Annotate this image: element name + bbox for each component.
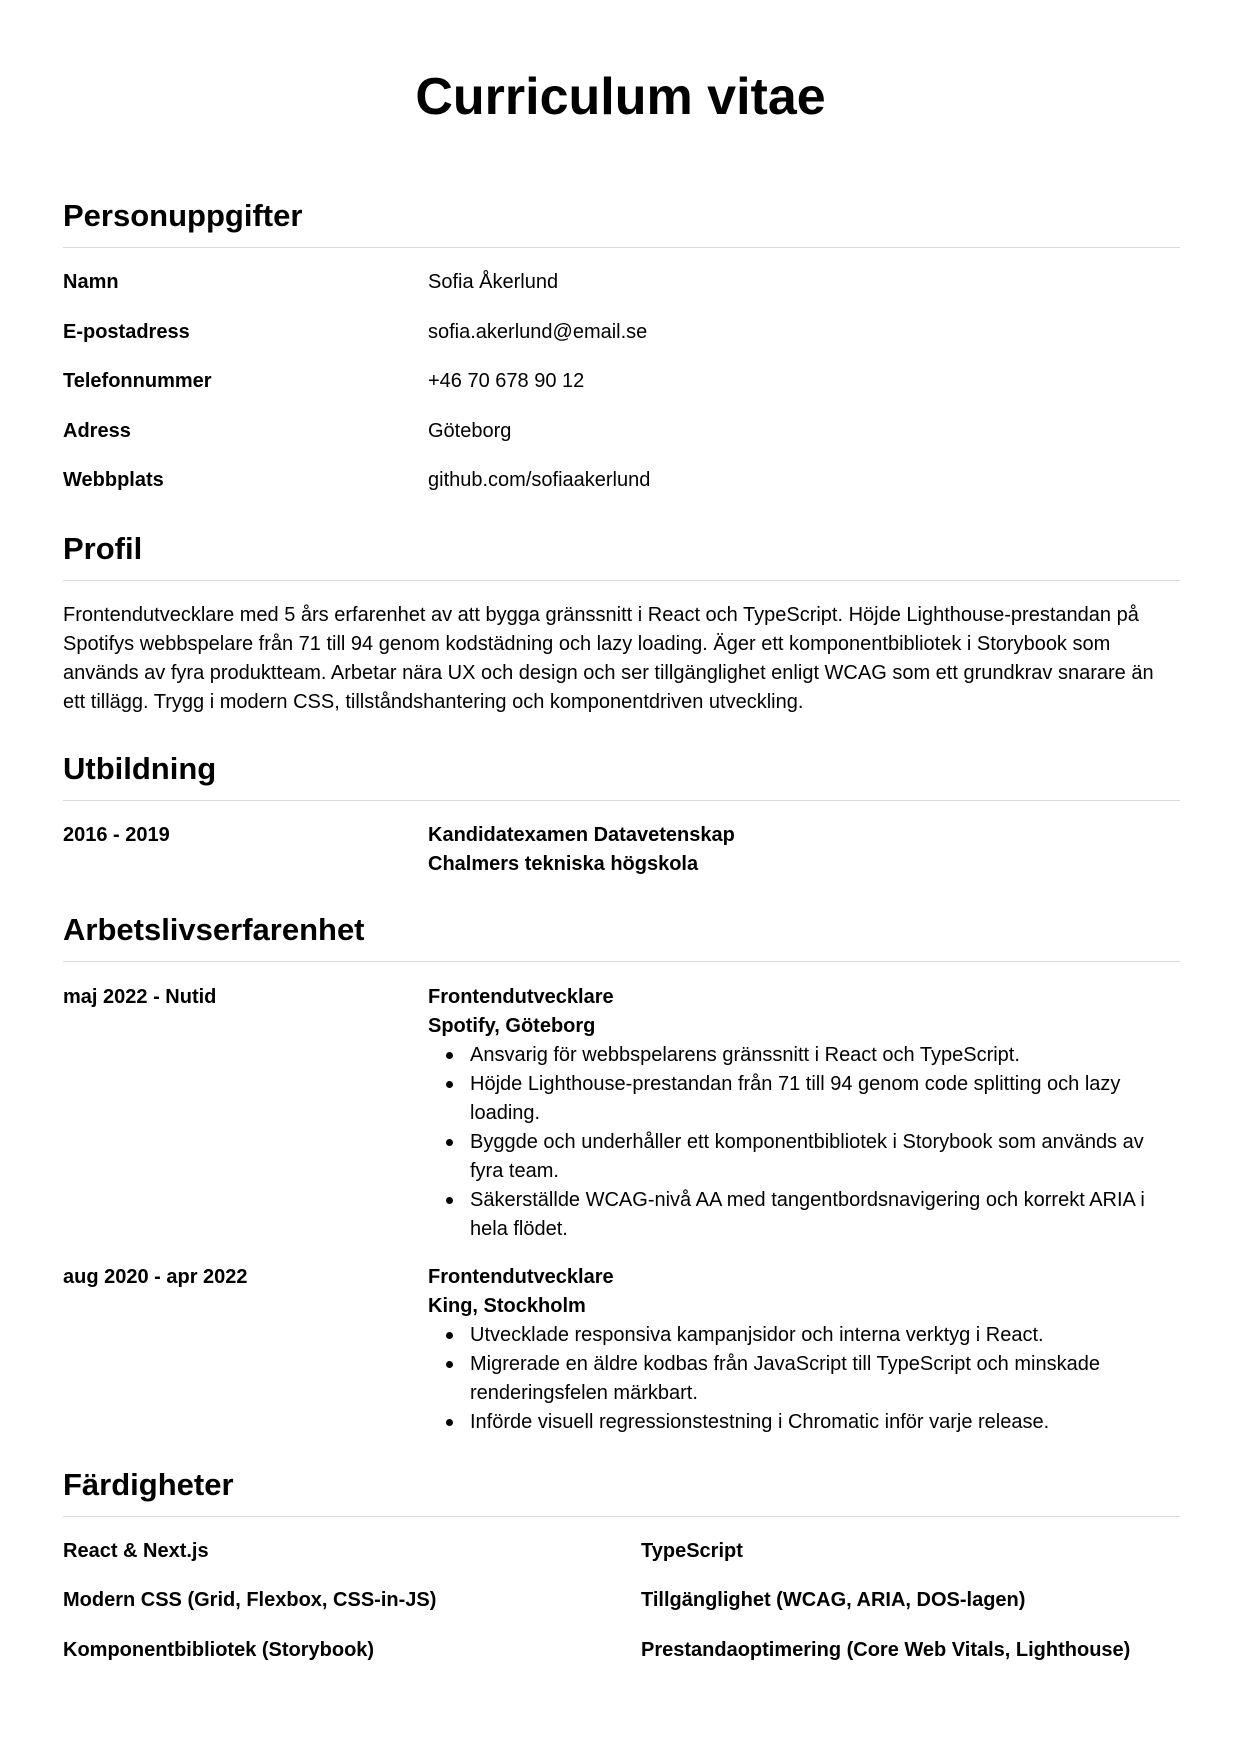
field-label-phone: Telefonnummer [63, 370, 212, 392]
section-heading-profile: Profil [63, 531, 143, 566]
skill-item: Tillgänglighet (WCAG, ARIA, DOS-lagen) [641, 1589, 1026, 1611]
section-heading-education: Utbildning [63, 751, 217, 786]
section-divider [63, 961, 1180, 962]
field-label-email: E-postadress [63, 321, 190, 343]
skill-item: TypeScript [641, 1540, 743, 1562]
job-company: King, Stockholm [428, 1295, 586, 1317]
job-bullet: Migrerade en äldre kodbas från JavaScript till TypeScript och minskade renderingsfelen märkbart. [470, 1350, 1180, 1408]
job-bullet: Höjde Lighthouse-prestandan från 71 till 94 genom code splitting och lazy loading. [470, 1070, 1180, 1128]
job-company: Spotify, Göteborg [428, 1015, 596, 1037]
job-bullets [428, 1321, 1180, 1437]
job-entry [428, 983, 1180, 1244]
job-dates: aug 2020 - apr 2022 [63, 1266, 248, 1288]
education-school: Chalmers tekniska högskola [428, 853, 699, 875]
job-entry [428, 1263, 1180, 1437]
field-label-address: Adress [63, 420, 131, 442]
field-label-name: Namn [63, 271, 119, 293]
job-bullet: Ansvarig för webbspelarens gränssnitt i React och TypeScript. [470, 1041, 1180, 1070]
field-value-website: github.com/sofiaakerlund [428, 469, 651, 491]
job-bullet: Säkerställde WCAG-nivå AA med tangentbordsnavigering och korrekt ARIA i hela flödet. [470, 1186, 1180, 1244]
section-divider [63, 800, 1180, 801]
field-value-phone: +46 70 678 90 12 [428, 370, 585, 392]
profile-summary: Frontendutvecklare med 5 års erfarenhet av att bygga gränssnitt i React och TypeScript. Höjde Lighthouse-prestandan på Spotifys webbspelare från 71 till 94 genom kodstädning och lazy loading. Äger ett komponentbibliotek i Storybook som används av fyra produktteam. Arbetar nära UX och design och ser tillgänglighet enligt WCAG som ett grundkrav snarare än ett tillägg. Trygg i modern CSS, tillståndshantering och komponentdriven utveckling. [63, 604, 1154, 713]
job-bullet: Utvecklade responsiva kampanjsidor och interna verktyg i React. [470, 1321, 1180, 1350]
field-label-website: Webbplats [63, 469, 164, 491]
job-bullets [428, 1041, 1180, 1244]
job-role: Frontendutvecklare [428, 986, 614, 1008]
skill-item: React & Next.js [63, 1540, 209, 1562]
job-bullet: Införde visuell regressionstestning i Chromatic inför varje release. [470, 1408, 1180, 1437]
education-entry [428, 821, 1180, 879]
education-degree: Kandidatexamen Datavetenskap [428, 824, 735, 846]
job-bullet: Byggde och underhåller ett komponentbibliotek i Storybook som används av fyra team. [470, 1128, 1180, 1186]
section-divider [63, 1516, 1180, 1517]
field-value-email: sofia.akerlund@email.se [428, 321, 648, 343]
section-heading-skills: Färdigheter [63, 1467, 234, 1502]
document-title: Curriculum vitae [415, 68, 826, 126]
skill-item: Modern CSS (Grid, Flexbox, CSS-in-JS) [63, 1589, 437, 1611]
skill-item: Komponentbibliotek (Storybook) [63, 1639, 375, 1661]
education-dates: 2016 - 2019 [63, 824, 170, 846]
section-divider [63, 580, 1180, 581]
section-heading-experience: Arbetslivserfarenhet [63, 912, 365, 947]
field-value-address: Göteborg [428, 420, 512, 442]
job-dates: maj 2022 - Nutid [63, 986, 217, 1008]
skill-item: Prestandaoptimering (Core Web Vitals, Lighthouse) [641, 1639, 1131, 1661]
job-role: Frontendutvecklare [428, 1266, 614, 1288]
field-value-name: Sofia Åkerlund [428, 271, 559, 293]
section-heading-personal: Personuppgifter [63, 198, 303, 233]
section-divider [63, 247, 1180, 248]
